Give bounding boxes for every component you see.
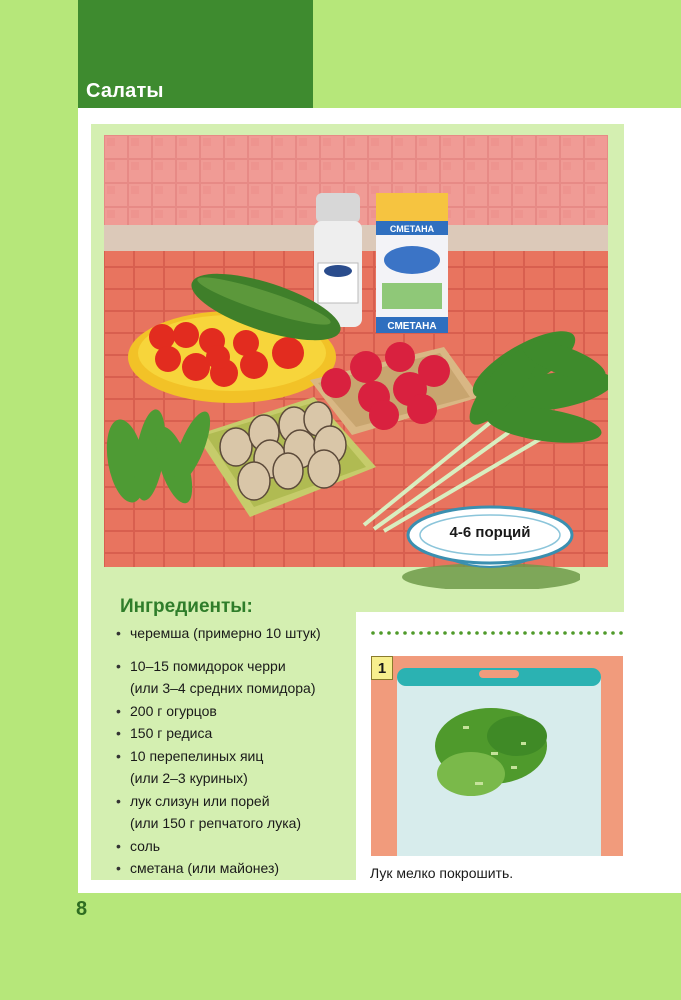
ingredient-item: • 150 г редиса [116, 722, 321, 745]
page-number: 8 [76, 898, 88, 920]
ingredient-item: • 10–15 помидорок черри [116, 655, 321, 678]
ingredient-item: • сметана (или майонез) [116, 857, 321, 880]
ingredient-item: • 10 перепелиных яиц [116, 745, 321, 768]
ingredient-item-continuation: (или 3–4 средних помидора) [130, 680, 316, 696]
portion-label: 4-6 порций [449, 524, 531, 541]
ingredient-item: • 200 г огурцов [116, 700, 321, 723]
dotted-divider [370, 628, 626, 638]
step-photo [371, 656, 623, 856]
ingredient-item: • соль [116, 835, 321, 858]
step-photo-illustration [371, 656, 623, 856]
carton-label: СМЕТАНА [389, 224, 435, 234]
portion-bowl-icon [400, 497, 580, 589]
carton-label-bottom: СМЕТАНА [387, 321, 437, 332]
step-caption: Лук мелко покрошить. [370, 865, 514, 881]
ingredient-item-continuation: (или 2–3 куриных) [130, 770, 248, 786]
ingredient-item-continuation: (или 150 г репчатого лука) [130, 815, 302, 831]
ingredients-title: Ингредиенты: [120, 596, 253, 617]
ingredients-list [116, 622, 321, 880]
ingredient-item: • черемша (примерно 10 штук) [116, 622, 321, 645]
ingredient-item: • лук слизун или порей [116, 790, 321, 813]
step-number-badge: 1 [371, 656, 393, 680]
section-title: Салаты [86, 80, 164, 102]
